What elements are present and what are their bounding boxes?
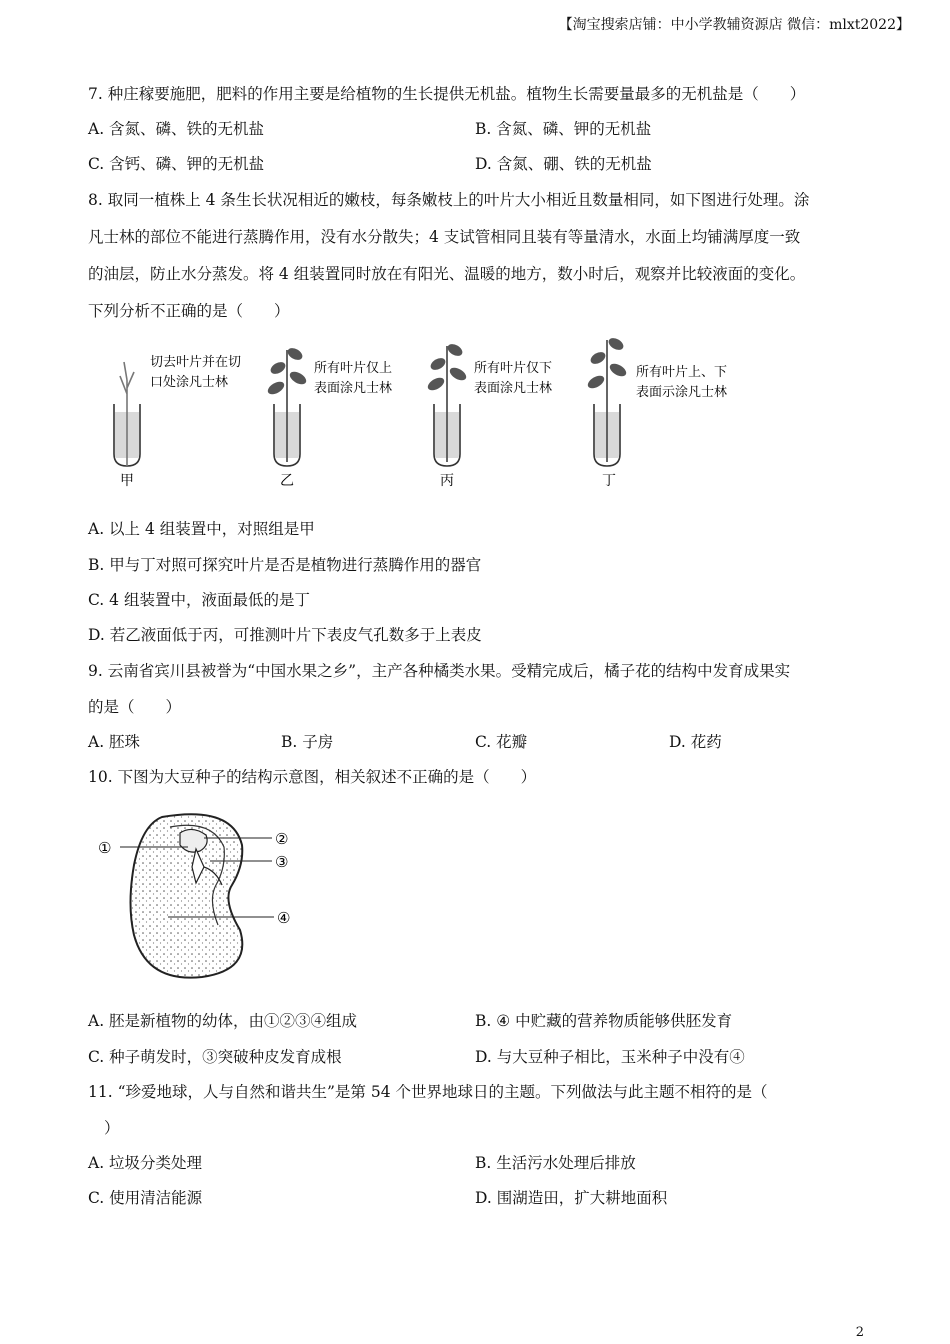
tube-ding <box>586 336 629 466</box>
q9-option-c: C. 花瓣 <box>475 733 528 751</box>
q9-option-b: B. 子房 <box>281 733 334 751</box>
label-3: ③ <box>275 853 289 871</box>
q10-stem: 10. 下图为大豆种子的结构示意图，相关叙述不正确的是（ ） <box>88 768 537 786</box>
q8-stem-line-3: 的油层，防止水分蒸发。将 4 组装置同时放在有阳光、温暖的地方，数小时后，观察并比较液面的变化。 <box>88 265 806 283</box>
page-number: 2 <box>855 1325 864 1340</box>
label-yi: 乙 <box>280 473 294 489</box>
bing-note-line-2: 表面涂凡士林 <box>474 381 553 396</box>
q10-option-b: B. ④ 中贮藏的营养物质能够供胚发育 <box>475 1012 733 1030</box>
q9-option-d: D. 花药 <box>669 733 722 751</box>
label-1: ① <box>98 839 112 857</box>
ding-note-line-2: 表面示涂凡士林 <box>636 385 728 400</box>
label-jia: 甲 <box>120 473 134 489</box>
q8-stem-line-2: 凡士林的部位不能进行蒸腾作用，没有水分散失；4 支试管相同且装有等量清水，水面上均铺满厚度一致 <box>88 228 801 246</box>
q8-stem-line-1: 8. 取同一植株上 4 条生长状况相近的嫩枝，每条嫩枝上的叶片大小相近且数量相同，如下图进行处理。涂 <box>88 191 810 209</box>
q11-option-a: A. 垃圾分类处理 <box>88 1154 203 1172</box>
q8-option-d: D. 若乙液面低于丙，可推测叶片下表皮气孔数多于上表皮 <box>88 626 482 644</box>
bing-note-line-1: 所有叶片仅下 <box>474 361 553 376</box>
q9-option-a: A. 胚珠 <box>88 733 141 751</box>
q9-stem-line-1: 9. 云南省宾川县被誉为“中国水果之乡”，主产各种橘类水果。受精完成后，橘子花的结构中发育成果实 <box>88 662 791 680</box>
yi-note-line-1: 所有叶片仅上 <box>314 361 393 376</box>
q10-option-c: C. 种子萌发时，③突破种皮发育成根 <box>88 1048 342 1066</box>
q9-stem-line-2: 的是（ ） <box>88 698 182 716</box>
q8-option-c: C. 4 组装置中，液面最低的是丁 <box>88 591 310 609</box>
q7-stem: 7. 种庄稼要施肥，肥料的作用主要是给植物的生长提供无机盐。植物生长需要量最多的无机盐是（ ） <box>88 85 806 103</box>
label-ding: 丁 <box>602 473 616 489</box>
label-2: ② <box>275 830 289 848</box>
q7-option-a: A. 含氮、磷、铁的无机盐 <box>88 120 265 138</box>
q8-option-a: A. 以上 4 组装置中，对照组是甲 <box>88 520 315 538</box>
q7-option-c: C. 含钙、磷、钾的无机盐 <box>88 155 265 173</box>
label-bing: 丙 <box>440 473 454 489</box>
q11-stem-line-2: ） <box>104 1119 120 1137</box>
page-header: 【淘宝搜索店铺：中小学教辅资源店 微信：mlxt2022】 <box>558 17 910 33</box>
ding-note-line-1: 所有叶片上、下 <box>636 365 728 380</box>
q11-option-c: C. 使用清洁能源 <box>88 1189 203 1207</box>
q8-transpiration-figure <box>100 332 760 492</box>
seed-body <box>131 814 243 977</box>
tube-bing <box>426 342 469 466</box>
q7-option-d: D. 含氮、硼、铁的无机盐 <box>475 155 652 173</box>
soybean-seed-figure <box>92 805 312 985</box>
tube-yi <box>266 346 309 466</box>
q8-option-b: B. 甲与丁对照可探究叶片是否是植物进行蒸腾作用的器官 <box>88 556 482 574</box>
q11-option-b: B. 生活污水处理后排放 <box>475 1154 636 1172</box>
jia-note-line-2: 口处涂凡士林 <box>150 375 229 390</box>
jia-note-line-1: 切去叶片并在切 <box>150 355 242 370</box>
q7-option-b: B. 含氮、磷、钾的无机盐 <box>475 120 652 138</box>
q10-option-a: A. 胚是新植物的幼体，由①②③④组成 <box>88 1012 358 1030</box>
q11-stem-line-1: 11. “珍爱地球，人与自然和谐共生”是第 54 个世界地球日的主题。下列做法与此主题不相符的是（ <box>88 1083 768 1101</box>
label-4: ④ <box>277 909 291 927</box>
yi-note-line-2: 表面涂凡士林 <box>314 381 393 396</box>
tube-jia <box>114 362 140 466</box>
q10-option-d: D. 与大豆种子相比，玉米种子中没有④ <box>475 1048 745 1066</box>
q8-stem-line-4: 下列分析不正确的是（ ） <box>88 302 290 320</box>
q11-option-d: D. 围湖造田，扩大耕地面积 <box>475 1189 668 1207</box>
